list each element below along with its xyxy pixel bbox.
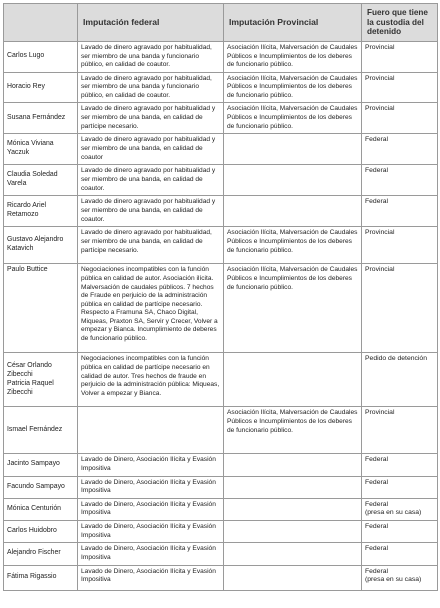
federal-charge-cell: Lavado de dinero agravado por habitualidad, ser miembro de una banda, en calidad de partícipe necesario. [78,227,224,264]
provincial-charge-cell [224,165,362,196]
custody-cell: Provincial [362,103,438,134]
custody-cell: Provincial [362,72,438,103]
custody-cell: Federal [362,165,438,196]
provincial-charge-cell: Asociación Ilícita, Malversación de Caudales Públicos e Incumplimientos de los deberes de funcionario público. [224,227,362,264]
table-row [4,165,438,196]
person-name-cell: Carlos Lugo [4,42,78,73]
federal-charge-cell: Lavado de dinero agravado por habitualidad, ser miembro de una banda y funcionario público, en calidad de coautor. [78,42,224,73]
provincial-charge-cell [224,134,362,165]
person-name-cell: Mónica Viviana Yaczuk [4,134,78,165]
person-name-cell: Paulo Buttice [4,264,78,353]
table-row [4,543,438,565]
provincial-charge-cell: Asociación Ilícita, Malversación de Caudales Públicos e Incumplimientos de los deberes de funcionario público. [224,103,362,134]
provincial-charge-cell: Asociación Ilícita, Malversación de Caudales Públicos e Incumplimientos de los deberes de funcionario público. [224,407,362,454]
person-name-cell: Facundo Sampayo [4,476,78,498]
custody-cell: Federal [362,521,438,543]
provincial-charge-cell [224,476,362,498]
provincial-charge-cell: Asociación Ilícita, Malversación de Caudales Públicos e Incumplimientos de los deberes de funcionario público. [224,42,362,73]
person-name-cell: Claudia Soledad Varela [4,165,78,196]
person-name-cell: Alejandro Fischer [4,543,78,565]
federal-charge-cell: Lavado de Dinero, Asociación Ilícita y Evasión Impositiva [78,454,224,476]
table-row [4,42,438,73]
table-row [4,103,438,134]
custody-cell: Federal [362,454,438,476]
person-name-cell: Gustavo Alejandro Katavich [4,227,78,264]
federal-charge-cell: Negociaciones incompatibles con la función pública en calidad de autor. Asociación ilícita. Malversación de caudales públicos. 7 hechos de Fraude en perjuicio de la administración pública en calidad de partícipe necesario. Respecto a Framuna SA, Chaco Digital, Miqueas, Praxton SA, Servir y Crecer, Volver a empezar y Bianca. Incumplimiento de deberes de funcionario público. [78,264,224,353]
federal-charge-cell: Lavado de dinero agravado por habitualidad y ser miembro de una banda, en calidad de coautor. [78,165,224,196]
provincial-charge-cell [224,454,362,476]
provincial-charge-cell: Asociación Ilícita, Malversación de Caudales Públicos e Incumplimientos de los deberes de funcionario público. [224,72,362,103]
federal-charge-cell: Lavado de dinero agravado por habitualidad, ser miembro de una banda y funcionario público, en calidad de coautor. [78,72,224,103]
table-row [4,264,438,353]
header-federal: Imputación federal [78,4,224,42]
federal-charge-cell: Lavado de dinero agravado por habitualidad y ser miembro de una banda, en calidad de coautor [78,134,224,165]
provincial-charge-cell: Asociación Ilícita, Malversación de Caudales Públicos e Incumplimientos de los deberes de funcionario público. [224,264,362,353]
person-name-cell: Ricardo Ariel Retamozo [4,196,78,227]
federal-charge-cell: Lavado de Dinero, Asociación Ilícita y Evasión Impositiva [78,521,224,543]
header-name-cell [4,4,78,42]
federal-charge-cell: Lavado de dinero agravado por habitualidad y ser miembro de una banda, en calidad de coautor. [78,196,224,227]
federal-charge-cell: Negociaciones incompatibles con la función pública en calidad de partícipe necesario en calidad de autor. Tres hechos de fraude en perjuicio de la administración pública: Miqueas, Volver a empezar y Bianca. [78,353,224,407]
federal-charge-cell: Lavado de dinero agravado por habitualidad y ser miembro de una banda, en calidad de partícipe necesario. [78,103,224,134]
table-row [4,134,438,165]
table-row [4,521,438,543]
provincial-charge-cell [224,498,362,521]
custody-cell: Federal (presa en su casa) [362,498,438,521]
provincial-charge-cell [224,521,362,543]
custody-cell: Provincial [362,264,438,353]
table-row [4,498,438,521]
provincial-charge-cell [224,353,362,407]
custody-cell: Provincial [362,407,438,454]
custody-cell: Federal [362,196,438,227]
custody-cell: Provincial [362,42,438,73]
person-name-cell: Fátima Rigassio [4,565,78,590]
federal-charge-cell: Lavado de Dinero, Asociación Ilícita y Evasión Impositiva [78,565,224,590]
person-name-cell: Ismael Fernández [4,407,78,454]
custody-cell: Provincial [362,227,438,264]
custody-cell: Federal [362,134,438,165]
table-row [4,227,438,264]
imputaciones-table [3,3,438,591]
provincial-charge-cell [224,565,362,590]
person-name-cell: Horacio Rey [4,72,78,103]
custody-cell: Federal [362,543,438,565]
custody-cell: Pedido de detención [362,353,438,407]
person-name-cell: Jacinto Sampayo [4,454,78,476]
table-row [4,353,438,407]
header-fuero: Fuero que tiene la custodia del detenido [362,4,438,42]
federal-charge-cell: Lavado de Dinero, Asociación Ilícita y Evasión Impositiva [78,543,224,565]
custody-cell: Federal [362,476,438,498]
federal-charge-cell: Lavado de Dinero, Asociación Ilícita y Evasión Impositiva [78,476,224,498]
header-provincial: Imputación Provincial [224,4,362,42]
table-row [4,454,438,476]
custody-cell: Federal (presa en su casa) [362,565,438,590]
table-header-row [4,4,438,42]
table-row [4,476,438,498]
table-row [4,407,438,454]
federal-charge-cell [78,407,224,454]
table-row [4,196,438,227]
provincial-charge-cell [224,196,362,227]
provincial-charge-cell [224,543,362,565]
person-name-cell: César Orlando Zibecchi Patricia Raquel Zibecchi [4,353,78,407]
person-name-cell: Carlos Huidobro [4,521,78,543]
table-row [4,72,438,103]
table-row [4,565,438,590]
federal-charge-cell: Lavado de Dinero, Asociación Ilícita y Evasión Impositiva [78,498,224,521]
person-name-cell: Susana Fernández [4,103,78,134]
person-name-cell: Mónica Centurión [4,498,78,521]
